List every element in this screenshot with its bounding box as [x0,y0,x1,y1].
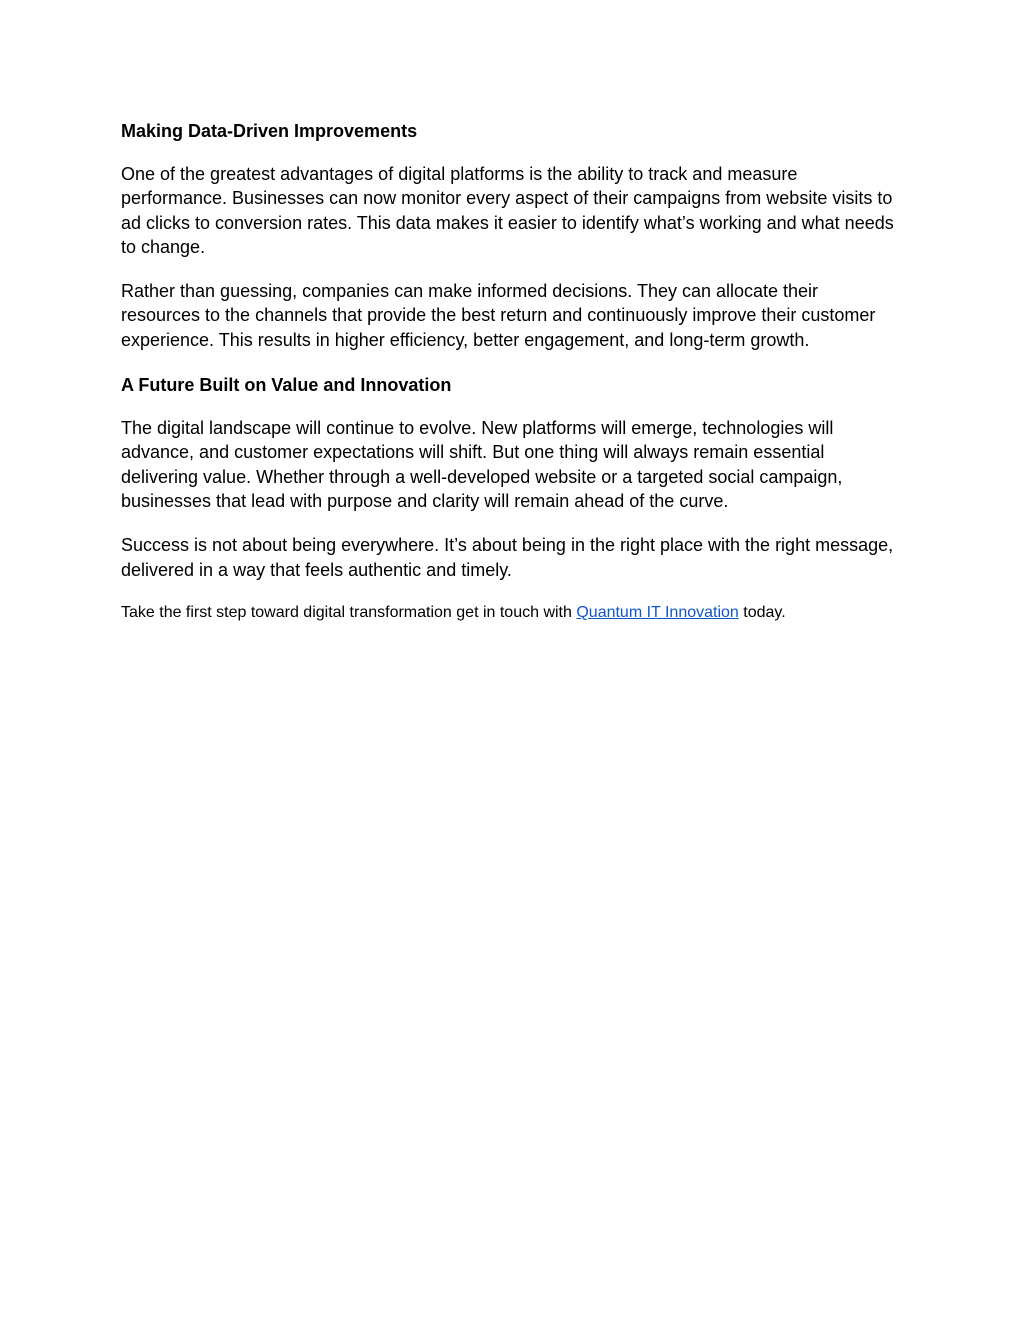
section-heading-future: A Future Built on Value and Innovation [121,375,452,396]
section-heading-data-driven: Making Data-Driven Improvements [121,121,418,141]
paragraph-informed-decisions: Rather than guessing, companies can make informed decisions. They can allocate their resources to the channels that provide the best return and continuously improve their customer experience. This results in higher efficiency, better engagement, and long-term growth. [121,281,876,350]
cta-prefix: Take the first step toward digital transformation get in touch with [121,603,577,621]
paragraph-tracking-performance: One of the greatest advantages of digital platforms is the ability to track and measure performance. Businesses can now monitor every aspect of their campaigns from website visits to ad clicks to conversion rates. This data makes it easier to identify what’s working and what needs to change. [121,164,894,257]
paragraph-digital-landscape: The digital landscape will continue to evolve. New platforms will emerge, technologies will advance, and customer expectations will shift. But one thing will always remain essential delivering value. Whether through a well-developed website or a targeted social campaign, businesses that lead with purpose and clarity will remain ahead of the curve. [121,418,843,511]
quantum-it-innovation-link[interactable]: Quantum IT Innovation [576,603,739,621]
paragraph-success: Success is not about being everywhere. It’s about being in the right place with the right message, delivered in a way that feels authentic and timely. [121,535,894,580]
call-to-action [121,602,901,624]
document-page [121,118,901,624]
cta-suffix: today. [738,603,786,621]
